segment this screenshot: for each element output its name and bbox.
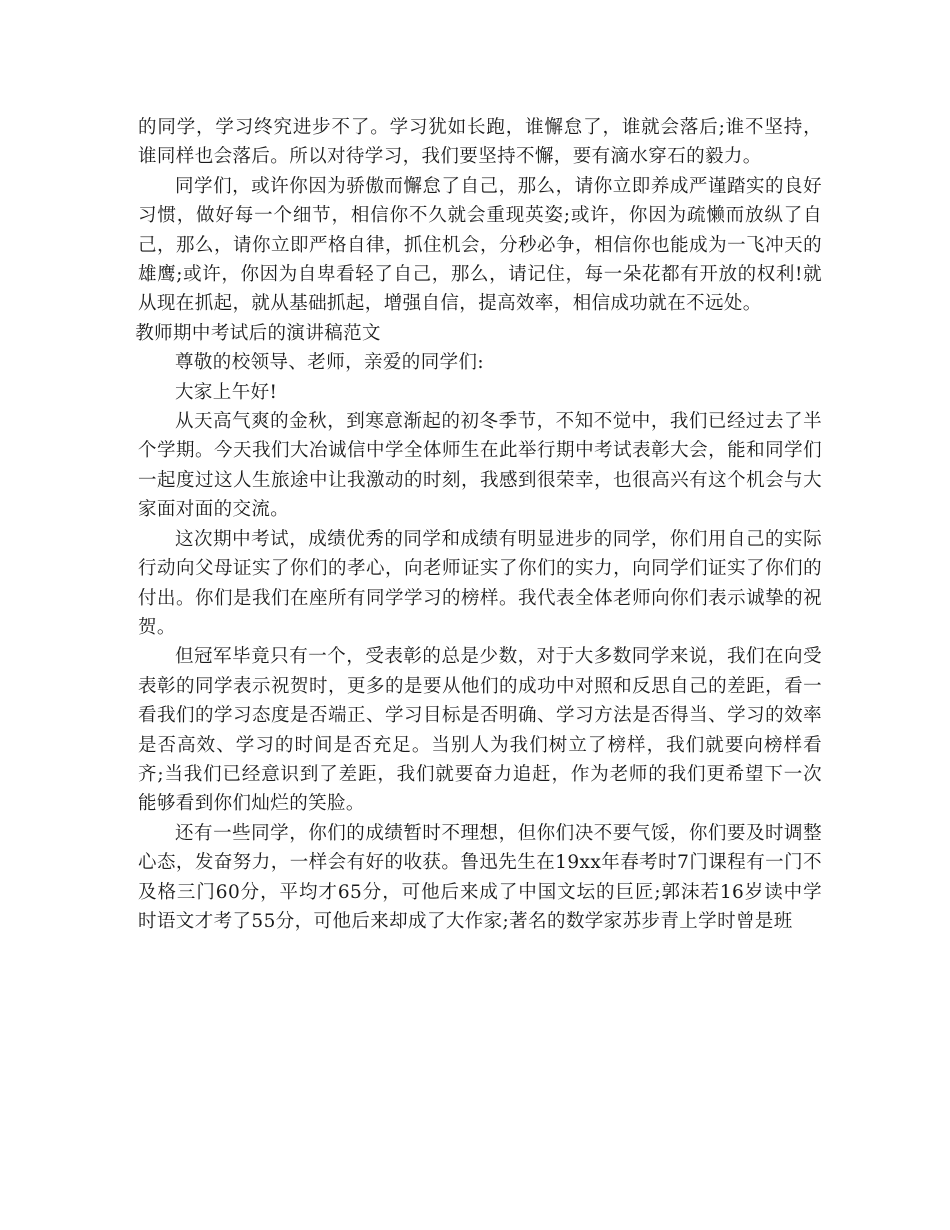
paragraph-6: 还有一些同学，你们的成绩暂时不理想，但你们决不要气馁，你们要及时调整心态，发奋努力，一样会有好的收获。鲁迅先生在19xx年春考时7门课程有一门不及格三门60分，平均才65分，可他后来成了中国文坛的巨匠;郭沫若16岁读中学时语文才考了55分，可他后来却成了大作家;著名的数学家苏步青上学时曾是班 <box>138 822 822 932</box>
section-heading: 教师期中考试后的演讲稿范文 <box>135 322 381 344</box>
document-body <box>135 113 822 936</box>
paragraph-4: 这次期中考试，成绩优秀的同学和成绩有明显进步的同学，你们用自己的实际行动向父母证实了你们的孝心，向老师证实了你们的实力，向同学们证实了你们的付出。你们是我们在座所有同学学习的榜样。我代表全体老师向你们表示诚挚的祝贺。 <box>138 528 822 638</box>
salutation: 尊敬的校领导、老师，亲爱的同学们: <box>175 352 485 374</box>
paragraph-5: 但冠军毕竟只有一个，受表彰的总是少数，对于大多数同学来说，我们在向受表彰的同学表示祝贺时，更多的是要从他们的成功中对照和反思自己的差距，看一看我们的学习态度是否端正、学习目标是否明确、学习方法是否得当、学习的效率是否高效、学习的时间是否充足。当别人为我们树立了榜样，我们就要向榜样看齐;当我们已经意识到了差距，我们就要奋力追赶，作为老师的我们更希望下一次能够看到你们灿烂的笑脸。 <box>138 646 822 815</box>
paragraph-1: 的同学，学习终究进步不了。学习犹如长跑，谁懈怠了，谁就会落后;谁不坚持，谁同样也会落后。所以对待学习，我们要坚持不懈，要有滴水穿石的毅力。 <box>138 117 822 168</box>
greeting: 大家上午好! <box>175 381 278 403</box>
paragraph-3: 从天高气爽的金秋，到寒意渐起的初冬季节，不知不觉中，我们已经过去了半个学期。今天我们大冶诚信中学全体师生在此举行期中考试表彰大会，能和同学们一起度过这人生旅途中让我激动的时刻，我感到很荣幸，也很高兴有这个机会与大家面对面的交流。 <box>138 411 822 521</box>
paragraph-2: 同学们，或许你因为骄傲而懈怠了自己，那么，请你立即养成严谨踏实的良好习惯，做好每一个细节，相信你不久就会重现英姿;或许，你因为疏懒而放纵了自己，那么，请你立即严格自律，抓住机会，分秒必争，相信你也能成为一飞冲天的雄鹰;或许，你因为自卑看轻了自己，那么，请记住，每一朵花都有开放的权利!就从现在抓起，就从基础抓起，增强自信，提高效率，相信成功就在不远处。 <box>138 175 822 315</box>
